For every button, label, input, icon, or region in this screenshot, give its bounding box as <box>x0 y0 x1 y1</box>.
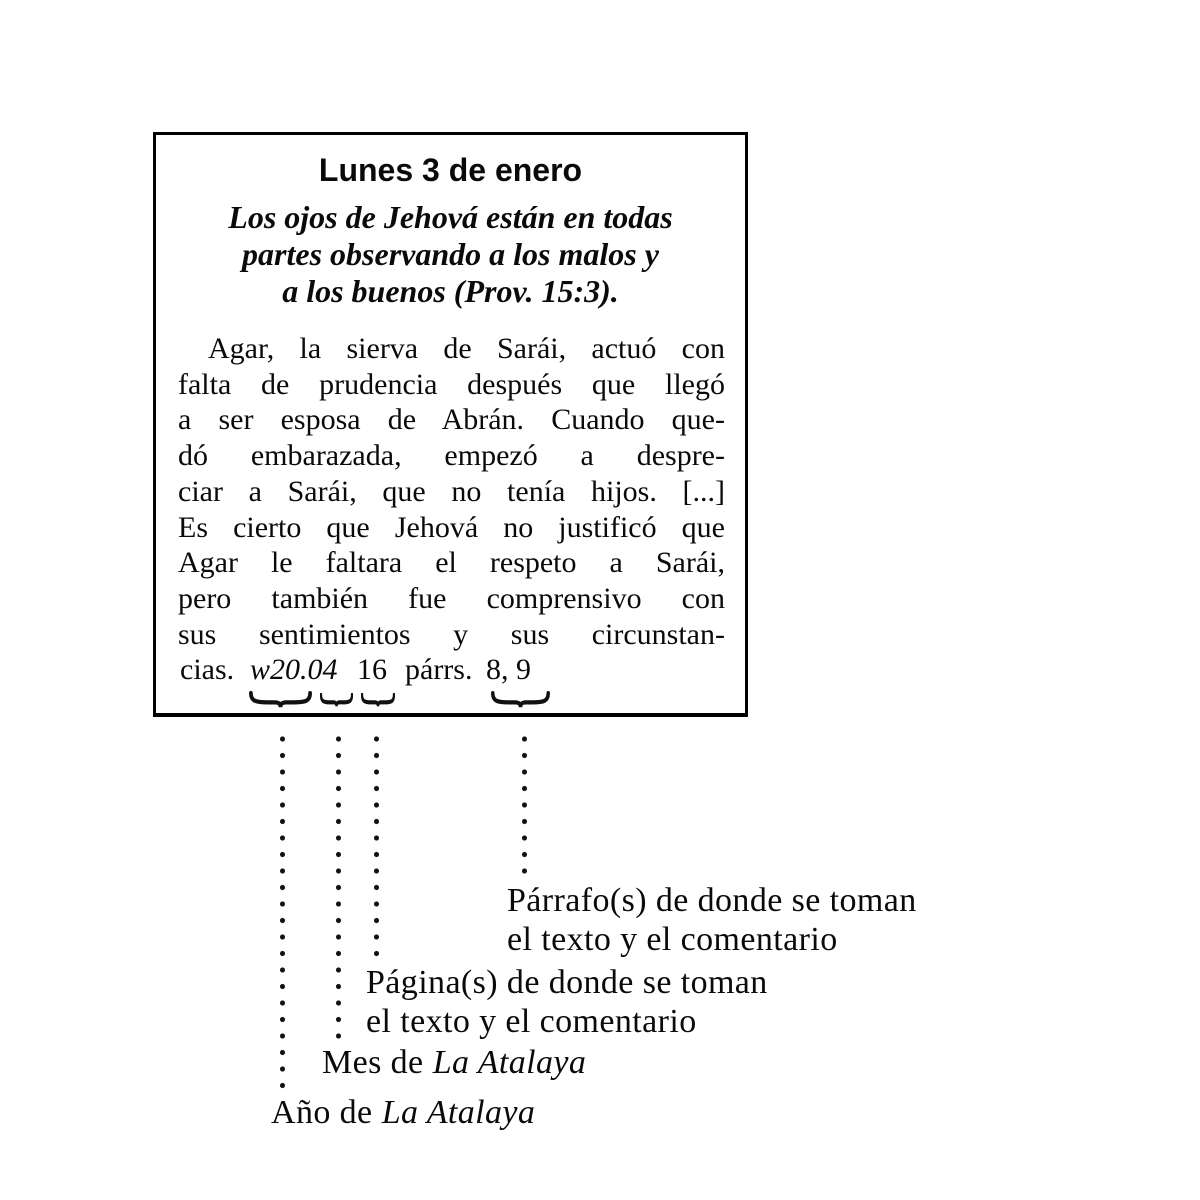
body-line: ciar a Sarái, que no tenía hijos. [...] <box>178 474 725 508</box>
date-heading: Lunes 3 de enero <box>318 152 583 188</box>
page-underbrace-icon <box>361 693 395 707</box>
year-underbrace-icon <box>249 691 312 708</box>
scripture-line: a los buenos (Prov. 15:3). <box>282 273 619 309</box>
label-pages-line2: el texto y el comentario <box>366 1003 697 1040</box>
month-leader-line <box>336 736 341 1040</box>
paragraphs-leader-line <box>522 736 527 874</box>
citation-paragraph-abbr: párrs. <box>405 653 473 687</box>
label-paragraphs <box>507 881 917 959</box>
paragraphs-underbrace-icon <box>491 691 550 708</box>
label-year <box>271 1093 535 1132</box>
body-line: dó embarazada, empezó a despre- <box>178 439 725 473</box>
body-line: Es cierto que Jehová no justificó que <box>178 510 725 544</box>
scripture-line: Los ojos de Jehová están en todas <box>228 199 673 235</box>
label-year-prefix: Año de <box>271 1094 373 1131</box>
scripture-line: partes observando a los malos y <box>242 236 659 272</box>
body-line: sus sentimientos y sus circunstan- <box>178 617 725 651</box>
year-leader-line <box>280 736 285 1090</box>
body-line: Agar, la sierva de Sarái, actuó con <box>208 332 725 365</box>
citation-line <box>178 652 725 688</box>
label-paragraphs-line1: Párrafo(s) de donde se toman <box>507 882 917 919</box>
label-month <box>322 1043 586 1082</box>
label-month-prefix: Mes de <box>322 1044 424 1081</box>
citation-lead-text: cias. <box>180 653 235 687</box>
label-paragraphs-line2: el texto y el comentario <box>507 921 838 958</box>
pages-leader-line <box>374 736 379 958</box>
body-line: pero también fue comprensivo con <box>178 581 725 615</box>
scripture-text <box>156 199 745 310</box>
citation-watchtower-code: w20.04 <box>250 653 338 687</box>
label-pages <box>366 963 768 1041</box>
label-month-publication: La Atalaya <box>432 1044 587 1081</box>
body-line: Agar le faltara el respeto a Sarái, <box>178 546 725 580</box>
body-line: falta de prudencia después que llegó <box>178 367 725 401</box>
label-pages-line1: Página(s) de donde se toman <box>366 964 768 1001</box>
label-year-publication: La Atalaya <box>381 1094 536 1131</box>
citation-page-number: 16 <box>357 653 387 687</box>
comment-paragraph <box>178 331 725 688</box>
daily-text-card <box>153 132 748 717</box>
month-underbrace-icon <box>320 693 353 707</box>
citation-paragraph-numbers: 8, 9 <box>486 653 531 687</box>
body-line: a ser esposa de Abrán. Cuando que- <box>178 403 725 437</box>
